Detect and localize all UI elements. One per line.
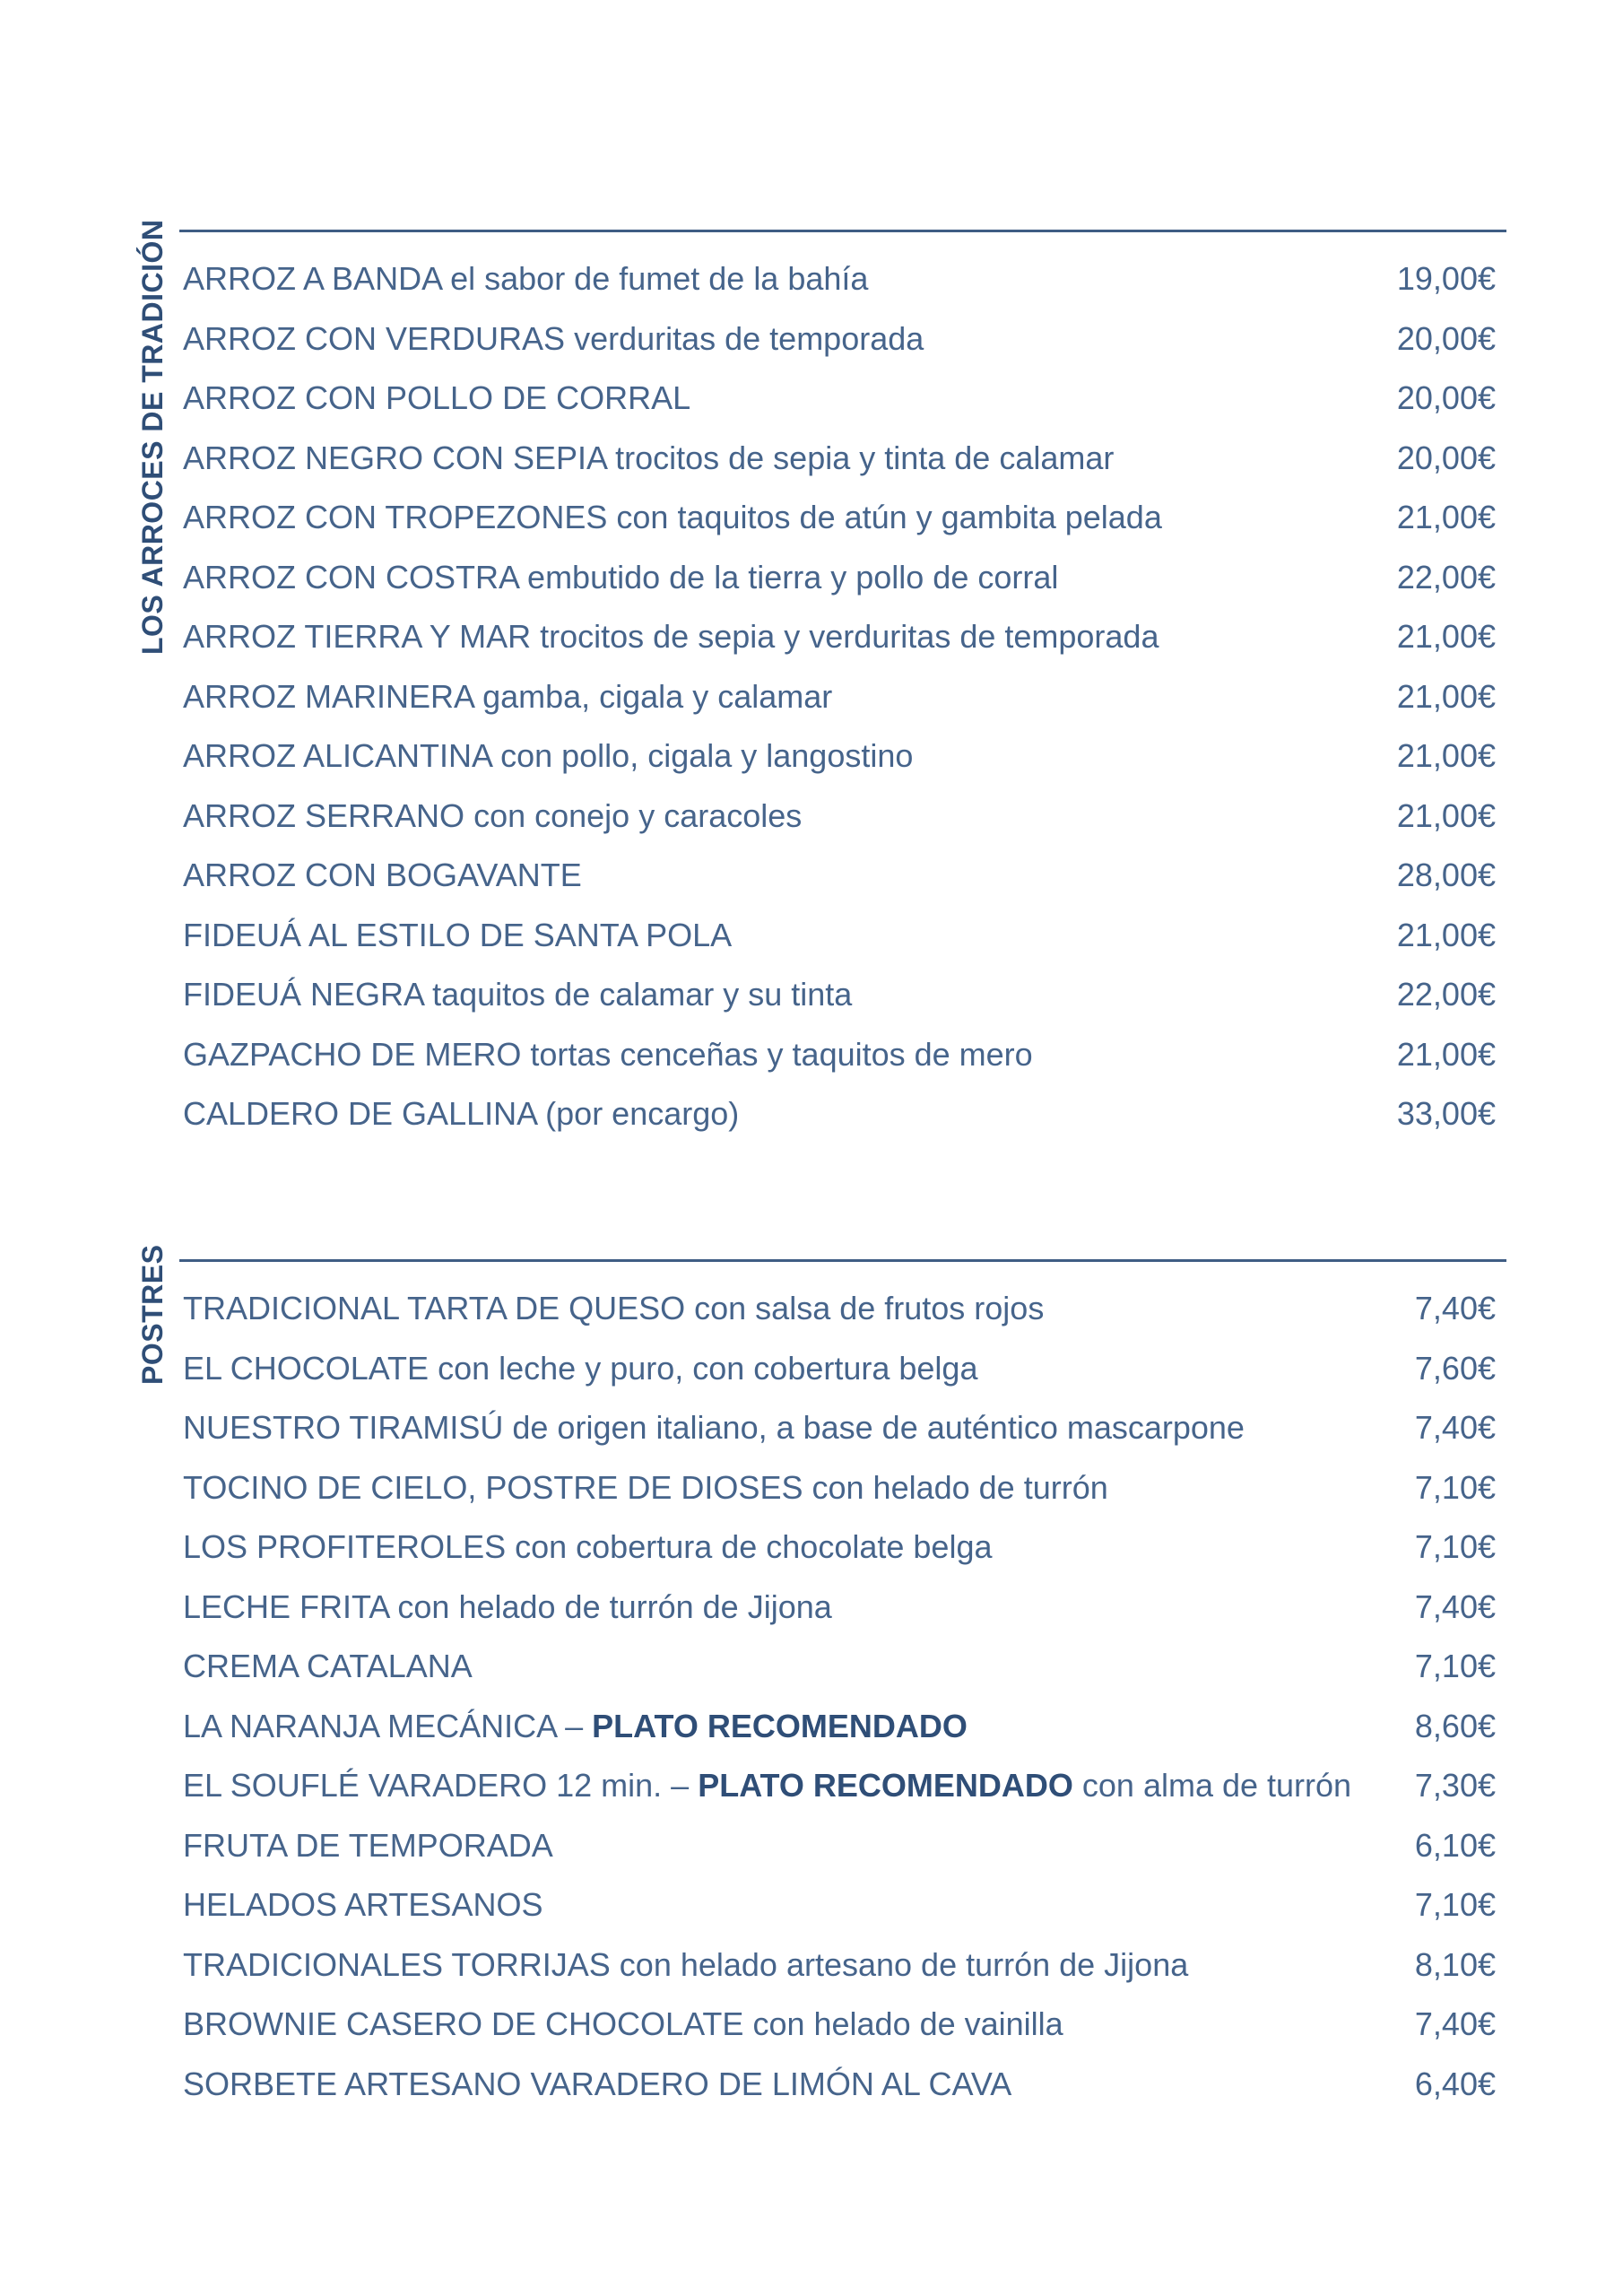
- dish-description: con helado de turrón: [812, 1468, 1108, 1506]
- dish-price: 28,00€: [1396, 857, 1496, 894]
- menu-item: [183, 1518, 1506, 1578]
- dish-price: 7,30€: [1414, 1767, 1496, 1805]
- dish-price: 7,10€: [1414, 1528, 1496, 1566]
- dish-price: 7,40€: [1414, 1587, 1496, 1625]
- dish-name: EL CHOCOLATE: [183, 1349, 430, 1387]
- menu-item-text: [183, 1095, 739, 1133]
- dish-name: CREMA CATALANA: [183, 1648, 473, 1685]
- dish-name: FRUTA DE TEMPORADA: [183, 1826, 553, 1864]
- dish-name: LA NARANJA MECÁNICA –: [183, 1707, 584, 1744]
- dish-name: SORBETE ARTESANO VARADERO DE LIMÓN AL CAVA: [183, 2065, 1012, 2102]
- dish-price: 21,00€: [1396, 916, 1496, 953]
- recommended-badge: PLATO RECOMENDADO: [698, 1767, 1073, 1805]
- dish-name: ARROZ CON COSTRA: [183, 558, 519, 596]
- section-divider: [179, 230, 1506, 232]
- dish-description: embutido de la tierra y pollo de corral: [527, 558, 1059, 596]
- dish-name: LECHE FRITA: [183, 1587, 389, 1625]
- dish-description: con helado de vainilla: [752, 2005, 1063, 2043]
- menu-item-text: [183, 559, 1058, 596]
- menu-item: [183, 1816, 1506, 1876]
- dish-name: GAZPACHO DE MERO: [183, 1035, 522, 1073]
- menu-item-text: [183, 1708, 968, 1745]
- menu-item: [183, 1339, 1506, 1399]
- dish-price: 21,00€: [1396, 737, 1496, 775]
- dish-description: con pollo, cigala y langostino: [500, 737, 914, 775]
- dish-description: con conejo y caracoles: [473, 796, 803, 834]
- dish-name: ARROZ A BANDA: [183, 260, 442, 298]
- recommended-badge: PLATO RECOMENDADO: [592, 1707, 968, 1744]
- dish-description: tortas cenceñas y taquitos de mero: [530, 1035, 1033, 1073]
- menu-item: [183, 2055, 1506, 2115]
- menu-item: [183, 906, 1506, 966]
- dish-name: ARROZ CON BOGAVANTE: [183, 857, 582, 894]
- menu-item: [183, 787, 1506, 847]
- menu-item-text: [183, 1409, 1245, 1447]
- menu-item: [183, 1935, 1506, 1996]
- menu-item: [183, 965, 1506, 1025]
- dish-price: 6,40€: [1414, 2065, 1496, 2102]
- dish-description: verduritas de temporada: [574, 319, 924, 357]
- menu-item: [183, 1995, 1506, 2055]
- menu-item-text: [183, 1290, 1044, 1327]
- dish-description: taquitos de calamar y su tinta: [432, 976, 853, 1013]
- menu-list: [183, 249, 1506, 1144]
- dish-description: gamba, cigala y calamar: [482, 677, 833, 715]
- menu-item: [183, 429, 1506, 489]
- dish-name: LOS PROFITEROLES: [183, 1528, 507, 1566]
- dish-price: 22,00€: [1396, 558, 1496, 596]
- menu-item-text: [183, 1767, 1351, 1805]
- menu-item-text: [183, 618, 1159, 656]
- dish-description: con helado de turrón de Jijona: [397, 1587, 832, 1625]
- menu-item-text: [183, 1350, 977, 1387]
- menu-item: [183, 488, 1506, 548]
- menu-item: [183, 1637, 1506, 1697]
- menu-item-text: [183, 1648, 473, 1685]
- dish-price: 7,40€: [1414, 1409, 1496, 1447]
- dish-price: 7,10€: [1414, 1468, 1496, 1506]
- dish-name: ARROZ CON VERDURAS: [183, 319, 566, 357]
- section-divider: [179, 1259, 1506, 1262]
- menu-item: [183, 846, 1506, 906]
- dish-price: 7,60€: [1414, 1349, 1496, 1387]
- dish-price: 22,00€: [1396, 976, 1496, 1013]
- menu-item: [183, 1875, 1506, 1935]
- menu-item-text: [183, 1827, 553, 1865]
- dish-price: 7,10€: [1414, 1648, 1496, 1685]
- menu-item-text: [183, 1036, 1033, 1074]
- dish-price: 20,00€: [1396, 379, 1496, 417]
- dish-name: ARROZ NEGRO CON SEPIA: [183, 439, 607, 476]
- menu-item-text: [183, 379, 690, 417]
- menu-item: [183, 309, 1506, 370]
- dish-price: 7,40€: [1414, 2005, 1496, 2043]
- dish-name: NUESTRO TIRAMISÚ: [183, 1409, 504, 1447]
- menu-item: [183, 726, 1506, 787]
- menu-item: [183, 667, 1506, 727]
- menu-item: [183, 1398, 1506, 1458]
- dish-price: 19,00€: [1396, 260, 1496, 298]
- menu-list: [183, 1279, 1506, 2114]
- dish-price: 7,40€: [1414, 1290, 1496, 1327]
- menu-item: [183, 1279, 1506, 1339]
- dish-name: ARROZ ALICANTINA: [183, 737, 492, 775]
- dish-price: 20,00€: [1396, 319, 1496, 357]
- menu-item: [183, 369, 1506, 429]
- dish-price: 21,00€: [1396, 1035, 1496, 1073]
- menu-item-text: [183, 976, 852, 1013]
- dish-description: con alma de turrón: [1081, 1767, 1352, 1805]
- menu-item-text: [183, 917, 732, 954]
- menu-item: [183, 1458, 1506, 1518]
- dish-description: trocitos de sepia y tinta de calamar: [615, 439, 1115, 476]
- dish-name: ARROZ CON TROPEZONES: [183, 499, 608, 536]
- dish-description: (por encargo): [545, 1095, 740, 1133]
- dish-name: TOCINO DE CIELO, POSTRE DE DIOSES: [183, 1468, 803, 1506]
- menu-item-text: [183, 1469, 1108, 1507]
- menu-item-text: [183, 1588, 832, 1626]
- dish-price: 8,10€: [1414, 1945, 1496, 1983]
- menu-item-text: [183, 1946, 1188, 1984]
- section-label: LOS ARROCES DE TRADICIÓN: [136, 219, 169, 655]
- menu-item-text: [183, 2005, 1063, 2043]
- menu-item: [183, 1697, 1506, 1757]
- menu-item-text: [183, 1886, 542, 1924]
- menu-item: [183, 1084, 1506, 1144]
- menu-item-text: [183, 439, 1114, 477]
- dish-description: de origen italiano, a base de auténtico mascarpone: [512, 1409, 1245, 1447]
- menu-item-text: [183, 320, 924, 358]
- menu-item: [183, 1025, 1506, 1085]
- dish-price: 21,00€: [1396, 499, 1496, 536]
- dish-description: el sabor de fumet de la bahía: [450, 260, 869, 298]
- dish-price: 20,00€: [1396, 439, 1496, 476]
- dish-name: TRADICIONAL TARTA DE QUESO: [183, 1290, 686, 1327]
- dish-price: 6,10€: [1414, 1826, 1496, 1864]
- dish-name: ARROZ TIERRA Y MAR: [183, 618, 532, 656]
- dish-price: 7,10€: [1414, 1886, 1496, 1924]
- dish-price: 8,60€: [1414, 1707, 1496, 1744]
- dish-description: trocitos de sepia y verduritas de temporada: [540, 618, 1159, 656]
- dish-description: con leche y puro, con cobertura belga: [438, 1349, 978, 1387]
- dish-name: EL SOUFLÉ VARADERO 12 min. –: [183, 1767, 690, 1805]
- menu-item-text: [183, 260, 868, 298]
- menu-item-text: [183, 2066, 1011, 2103]
- dish-price: 21,00€: [1396, 618, 1496, 656]
- menu-item-text: [183, 1528, 992, 1566]
- dish-description: con salsa de frutos rojos: [694, 1290, 1045, 1327]
- menu-item-text: [183, 737, 913, 775]
- dish-description: con helado artesano de turrón de Jijona: [619, 1945, 1189, 1983]
- dish-name: ARROZ MARINERA: [183, 677, 474, 715]
- menu-item-text: [183, 797, 802, 835]
- menu-item-text: [183, 499, 1162, 536]
- dish-description: con taquitos de atún y gambita pelada: [616, 499, 1162, 536]
- dish-description: con cobertura de chocolate belga: [515, 1528, 993, 1566]
- dish-name: ARROZ SERRANO: [183, 796, 465, 834]
- dish-name: FIDEUÁ NEGRA: [183, 976, 424, 1013]
- dish-name: TRADICIONALES TORRIJAS: [183, 1945, 611, 1983]
- dish-name: ARROZ CON POLLO DE CORRAL: [183, 379, 691, 417]
- menu-item: [183, 249, 1506, 309]
- dish-price: 21,00€: [1396, 677, 1496, 715]
- dish-name: BROWNIE CASERO DE CHOCOLATE: [183, 2005, 744, 2043]
- menu-item: [183, 548, 1506, 608]
- menu-item-text: [183, 857, 582, 894]
- dish-name: FIDEUÁ AL ESTILO DE SANTA POLA: [183, 916, 733, 953]
- dish-price: 33,00€: [1396, 1095, 1496, 1133]
- section-label: POSTRES: [136, 1244, 169, 1385]
- menu-item: [183, 607, 1506, 667]
- dish-price: 21,00€: [1396, 796, 1496, 834]
- dish-name: CALDERO DE GALLINA: [183, 1095, 537, 1133]
- menu-item-text: [183, 678, 832, 716]
- menu-item: [183, 1756, 1506, 1816]
- menu-item: [183, 1578, 1506, 1638]
- dish-name: HELADOS ARTESANOS: [183, 1886, 543, 1924]
